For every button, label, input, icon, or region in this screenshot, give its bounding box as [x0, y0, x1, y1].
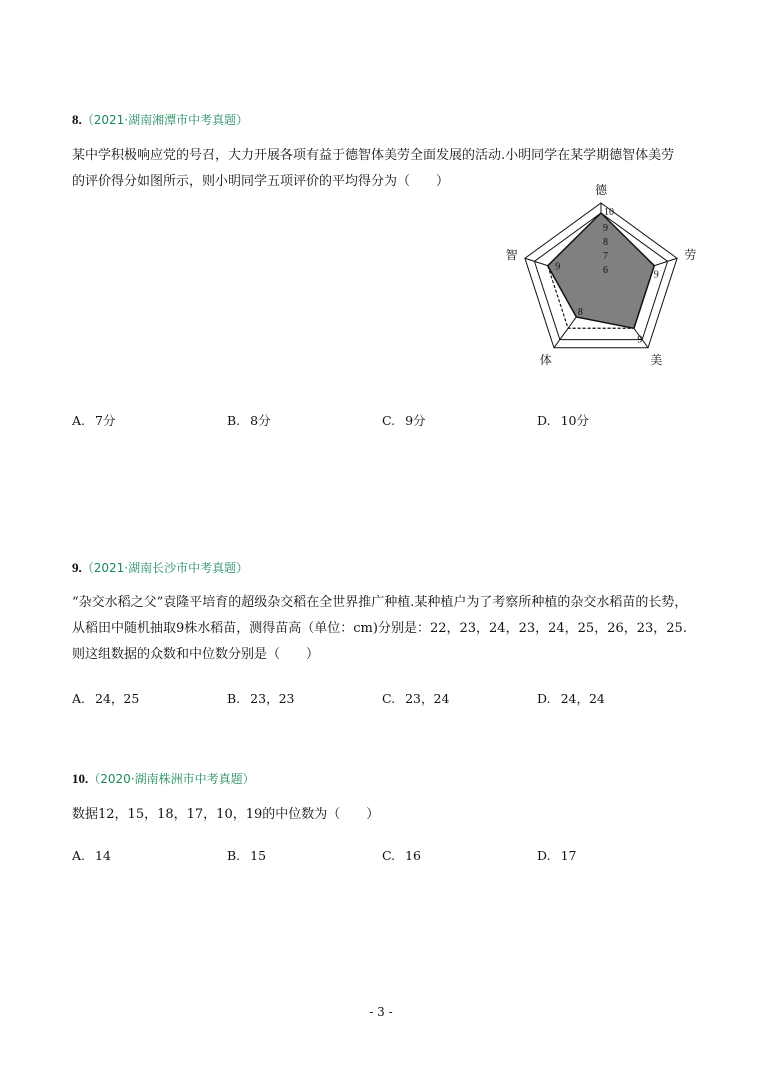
option-letter: C. [382, 413, 396, 428]
option-text: 24，25 [95, 691, 140, 706]
option-letter: B. [227, 691, 241, 706]
radar-category-label: 德 [594, 183, 608, 197]
source-open: （ [88, 772, 101, 786]
radar-scale-label: 7 [603, 251, 608, 262]
option-letter: D. [537, 413, 551, 428]
radar-scale-label: 9 [603, 223, 608, 234]
radar-category-label: 劳 [684, 247, 697, 262]
option-text: 24，24 [560, 691, 605, 706]
option-text: 17 [560, 848, 577, 863]
question-number: 10. [72, 771, 89, 786]
option-a[interactable] [72, 411, 115, 429]
radar-value-label: 8 [577, 306, 583, 318]
option-text: 9分 [405, 413, 426, 428]
radar-chart [505, 183, 697, 375]
source-open: （ [81, 561, 94, 575]
option-letter: A. [72, 848, 86, 863]
radar-value-label: 9 [637, 334, 643, 346]
option-letter: C. [382, 691, 396, 706]
radar-scale-label: 6 [603, 265, 608, 276]
question-8-stem [72, 143, 674, 195]
question-9-stem [72, 590, 687, 668]
option-letter: D. [537, 848, 551, 863]
option-d[interactable] [537, 848, 576, 863]
option-text: 10分 [560, 413, 589, 428]
source-close: ） [236, 113, 249, 127]
question-source: 2021·湖南长沙市中考真题 [93, 561, 237, 575]
option-letter: A. [72, 691, 86, 706]
page-number: - 3 - [369, 1005, 393, 1019]
radar-category-label: 智 [505, 247, 518, 262]
stem-line: “杂交水稻之父”袁隆平培育的超级杂交稻在全世界推广种植.某种植户为了考察所种植的杂交水稻苗的长势， [72, 595, 688, 610]
option-a[interactable] [72, 689, 139, 707]
radar-value-label: 9 [555, 261, 561, 273]
radar-category-label: 美 [650, 353, 663, 368]
option-text: 23，24 [405, 691, 450, 706]
question-number: 8. [72, 112, 82, 127]
option-letter: A. [72, 413, 86, 428]
source-open: （ [81, 113, 94, 127]
stem-line: 的评价得分如图所示，则小明同学五项评价的平均得分为（ ） [72, 174, 450, 189]
option-b[interactable] [227, 411, 271, 429]
option-text: 8分 [250, 413, 271, 428]
stem-line: 从稻田中随机抽取9株水稻苗，测得苗高（单位：cm)分别是：22，23，24，23，24，25，26，23，25. [72, 621, 687, 636]
option-text: 15 [250, 848, 267, 863]
radar-value-label: 10 [604, 207, 614, 218]
radar-scale-label: 8 [603, 237, 608, 248]
option-text: 7分 [95, 413, 116, 428]
question-10-header [72, 768, 255, 787]
option-d[interactable] [537, 689, 605, 707]
question-source: 2021·湖南湘潭市中考真题 [93, 113, 237, 127]
radar-value-label: 9 [653, 269, 659, 281]
option-letter: D. [537, 691, 551, 706]
question-9-header [72, 557, 248, 576]
option-text: 14 [95, 848, 111, 863]
question-8-header [72, 109, 248, 128]
option-a[interactable] [72, 848, 111, 863]
option-b[interactable] [227, 689, 294, 707]
option-d[interactable] [537, 411, 589, 429]
question-source: 2020·湖南株洲市中考真题 [100, 772, 243, 786]
source-close: ） [236, 561, 249, 575]
option-c[interactable] [382, 689, 449, 707]
option-text: 16 [405, 848, 421, 863]
radar-category-label: 体 [539, 353, 552, 368]
option-text: 23，23 [250, 691, 295, 706]
question-10-stem [72, 802, 379, 828]
source-close: ） [242, 772, 255, 786]
option-b[interactable] [227, 848, 266, 863]
stem-line: 数据12，15，18，17，10，19的中位数为（ ） [72, 807, 380, 822]
option-letter: C. [382, 848, 396, 863]
option-letter: B. [227, 413, 241, 428]
option-c[interactable] [382, 848, 421, 863]
option-letter: B. [227, 848, 241, 863]
option-c[interactable] [382, 411, 426, 429]
stem-line: 则这组数据的众数和中位数分别是（ ） [72, 647, 320, 662]
stem-line: 某中学积极响应党的号召，大力开展各项有益于德智体美劳全面发展的活动.小明同学在某学期德智体美劳 [72, 148, 675, 163]
question-number: 9. [72, 560, 82, 575]
